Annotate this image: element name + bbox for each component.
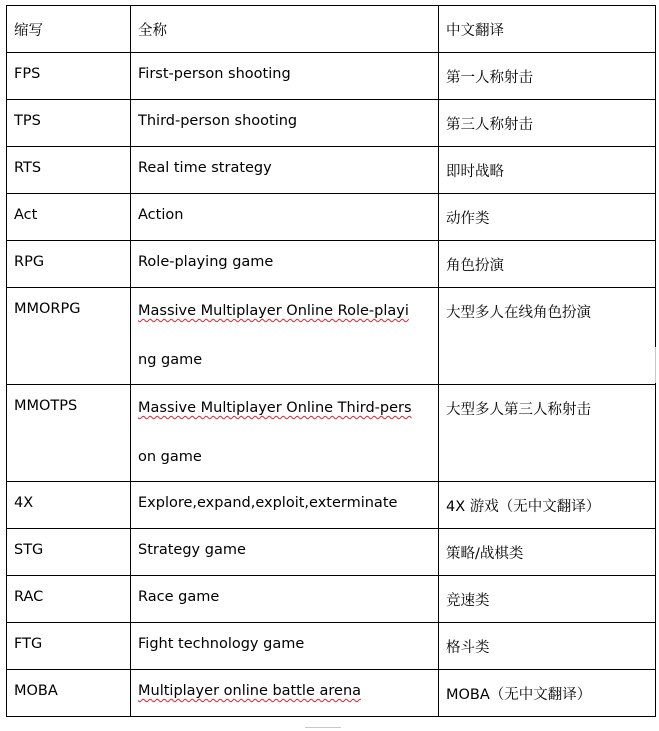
cell-abbr: MOBA (7, 670, 131, 717)
cell-full: Real time strategy (131, 147, 439, 194)
table-row (7, 623, 656, 670)
header-abbr: 缩写 (7, 6, 131, 53)
table-row (7, 288, 656, 385)
cell-abbr: MMORPG (7, 288, 131, 385)
cell-cn: 竞速类 (439, 576, 656, 623)
page-edge-marker (655, 347, 658, 383)
table-row (7, 53, 656, 100)
cell-abbr: TPS (7, 100, 131, 147)
cell-abbr: FTG (7, 623, 131, 670)
cell-full (131, 288, 439, 385)
cell-abbr: RPG (7, 241, 131, 288)
cell-full-line1: Massive Multiplayer Online Third-pers (138, 400, 412, 416)
cell-full: First-person shooting (131, 53, 439, 100)
cell-abbr: STG (7, 529, 131, 576)
cell-full (131, 385, 439, 482)
table-row (7, 100, 656, 147)
cell-abbr: MMOTPS (7, 385, 131, 482)
cell-cn: MOBA（无中文翻译） (439, 670, 656, 717)
cell-cn: 策略/战棋类 (439, 529, 656, 576)
cell-cn: 4X 游戏（无中文翻译） (439, 482, 656, 529)
table-row (7, 385, 656, 482)
table-row (7, 482, 656, 529)
cell-full: Fight technology game (131, 623, 439, 670)
cell-full: Action (131, 194, 439, 241)
cell-full: Strategy game (131, 529, 439, 576)
table-row (7, 576, 656, 623)
cell-cn: 大型多人在线角色扮演 (439, 288, 656, 385)
page-edge-marker (305, 727, 341, 730)
cell-abbr: 4X (7, 482, 131, 529)
header-cn: 中文翻译 (439, 6, 656, 53)
cell-full-line1: Massive Multiplayer Online Role-playi (138, 303, 409, 319)
cell-full-line2: on game (138, 449, 202, 465)
table-row (7, 241, 656, 288)
cell-cn: 第一人称射击 (439, 53, 656, 100)
cell-full (131, 670, 439, 717)
cell-full: Explore,expand,exploit,exterminate (131, 482, 439, 529)
cell-cn: 第三人称射击 (439, 100, 656, 147)
table-row (7, 529, 656, 576)
cell-full: Third-person shooting (131, 100, 439, 147)
table-row (7, 670, 656, 717)
cell-abbr: RTS (7, 147, 131, 194)
cell-cn: 大型多人第三人称射击 (439, 385, 656, 482)
game-abbreviation-table (6, 5, 656, 717)
cell-full-text: Multiplayer online battle arena (138, 683, 362, 699)
cell-abbr: FPS (7, 53, 131, 100)
table-header-row (7, 6, 656, 53)
cell-cn: 格斗类 (439, 623, 656, 670)
cell-cn: 即时战略 (439, 147, 656, 194)
cell-full: Race game (131, 576, 439, 623)
cell-cn: 角色扮演 (439, 241, 656, 288)
cell-abbr: RAC (7, 576, 131, 623)
table-row (7, 147, 656, 194)
cell-abbr: Act (7, 194, 131, 241)
cell-cn: 动作类 (439, 194, 656, 241)
cell-full-line2: ng game (138, 352, 203, 368)
table-row (7, 194, 656, 241)
cell-full: Role-playing game (131, 241, 439, 288)
header-full: 全称 (131, 6, 439, 53)
